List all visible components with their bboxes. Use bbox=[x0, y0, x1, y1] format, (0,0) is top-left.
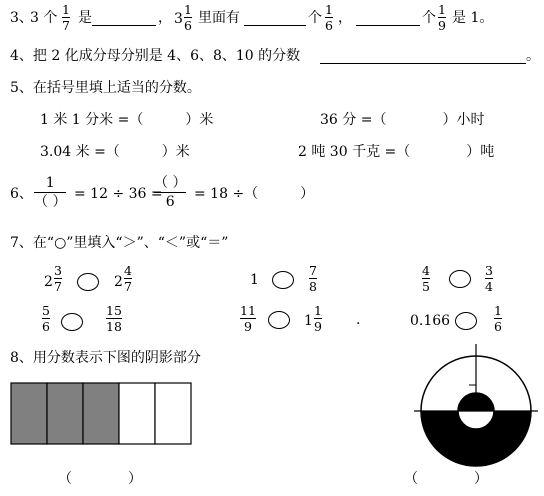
q6-middle: = 12 ÷ 36 = bbox=[74, 186, 163, 202]
fraction: 11 9 bbox=[240, 303, 256, 334]
q7-title: 7、在“○”里填入“＞”、“＜”或“＝” bbox=[10, 235, 229, 251]
q3-text-2: 是 bbox=[78, 10, 92, 26]
q4-text: 4、把 2 化成分母分别是 4、6、8、10 的分数 bbox=[10, 48, 301, 64]
fraction: 1 9 bbox=[314, 303, 322, 334]
q5-item-a: 1 米 1 分米 =（ ）米 bbox=[40, 112, 214, 128]
bar-figure bbox=[11, 383, 191, 444]
fraction-1-6: 1 6 bbox=[325, 2, 333, 33]
fraction: 1 6 bbox=[494, 303, 502, 334]
q6-number: 6、 bbox=[10, 186, 33, 202]
shaded-part bbox=[47, 383, 83, 444]
fraction-1-over-blank: 1 （ ） bbox=[34, 175, 67, 210]
q3-text-8: 是 1。 bbox=[452, 10, 494, 26]
q4-end: 。 bbox=[526, 48, 540, 64]
fraction-1-9: 1 9 bbox=[438, 2, 446, 33]
q3-number: 3、 bbox=[10, 10, 33, 26]
unshaded-part bbox=[155, 383, 191, 444]
q3-text-4: 里面有 bbox=[198, 10, 240, 26]
q3-text-6: ， bbox=[338, 10, 352, 26]
answer-bracket-2[interactable]: （ ） bbox=[404, 471, 488, 487]
q3-text-1: 3 个 bbox=[30, 10, 58, 26]
ring-figure bbox=[414, 344, 538, 466]
q5-item-d: 2 吨 30 千克 =（ ）吨 bbox=[298, 144, 495, 160]
mixed-whole: 3 bbox=[174, 11, 183, 27]
q5-item-b: 36 分 =（ ）小时 bbox=[320, 112, 485, 128]
q3-text-3: ， bbox=[158, 10, 172, 26]
fraction: 15 18 bbox=[106, 303, 122, 334]
q3-text-7: 个 bbox=[422, 10, 436, 26]
q8-title: 8、用分数表示下图的阴影部分 bbox=[10, 350, 201, 366]
fraction-1-6: 1 6 bbox=[184, 2, 192, 33]
fraction-blank-over-6: （ ） 6 bbox=[154, 175, 187, 210]
q6-end: = 18 ÷（ ） bbox=[194, 186, 315, 202]
fraction: 3 4 bbox=[485, 263, 493, 294]
q3-text-5: 个 bbox=[308, 10, 322, 26]
stray-dot: . bbox=[356, 312, 361, 328]
unshaded-part bbox=[119, 383, 155, 444]
q5-item-c: 3.04 米 =（ ）米 bbox=[40, 144, 190, 160]
shaded-part bbox=[83, 383, 119, 444]
fraction: 7 8 bbox=[309, 263, 317, 294]
fraction: 5 6 bbox=[42, 303, 50, 334]
answer-bracket-1[interactable]: （ ） bbox=[58, 471, 142, 487]
fraction: 4 7 bbox=[124, 263, 132, 294]
fraction: 4 5 bbox=[422, 263, 430, 294]
shaded-part bbox=[11, 383, 47, 444]
shaded-lower-half-ring bbox=[421, 411, 531, 466]
q5-title: 5、在括号里填上适当的分数。 bbox=[10, 80, 201, 96]
fraction-1-7: 1 7 bbox=[62, 2, 70, 33]
fraction: 3 7 bbox=[54, 263, 62, 294]
